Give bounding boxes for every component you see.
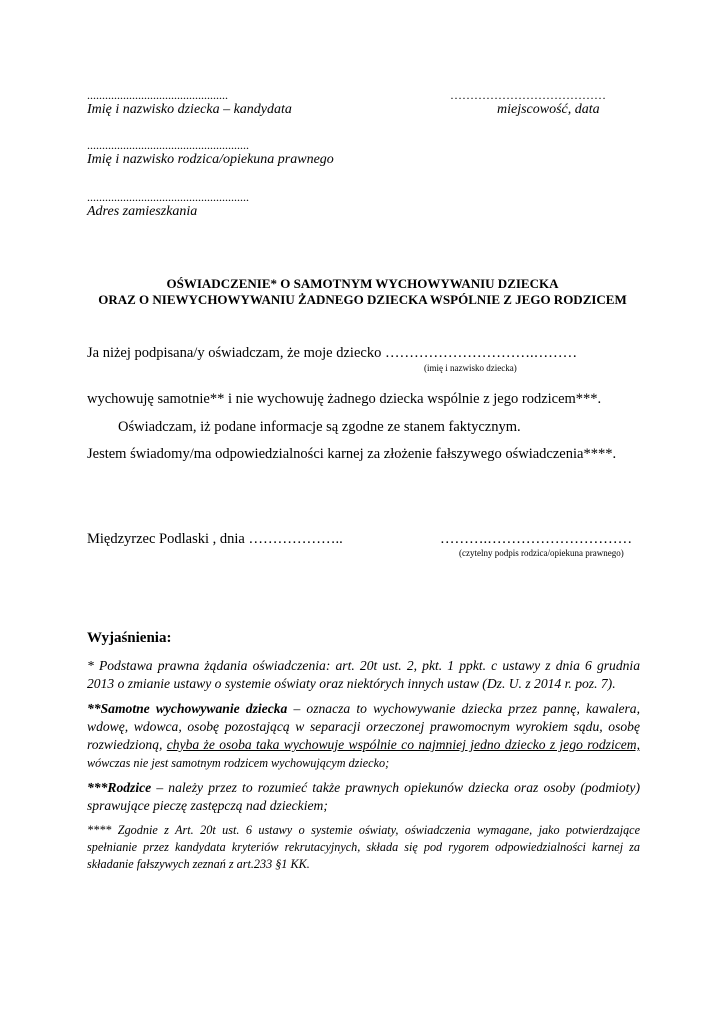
note-single-parenting	[87, 700, 640, 772]
address-dots: ......................................................	[87, 190, 249, 204]
note-single-parenting-exception: chyba że osoba taka wychowuje wspólnie co najmniej jedno dziecko z jego rodzicem,	[166, 737, 640, 752]
parent-name-label: Imię i nazwisko rodzica/opiekuna prawnego	[87, 152, 334, 167]
note-legal-basis: * Podstawa prawna żądania oświadczenia: art. 20t ust. 2, pkt. 1 ppkt. c ustawy z dnia 6 grudnia 2013 o zmianie ustawy o systemie oświaty oraz niektórych innych ustaw (Dz. U. z 2014 r. poz. 7).	[87, 658, 640, 691]
statement-line1: Ja niżej podpisana/y oświadczam, że moje dziecko ………………………….………	[87, 345, 578, 361]
notes-heading: Wyjaśnienia:	[87, 630, 172, 646]
child-name-hint: (imię i nazwisko dziecka)	[424, 363, 517, 373]
signature-hint: (czytelny podpis rodzica/opiekuna prawnego)	[459, 548, 624, 558]
note-parents-text: – należy przez to rozumieć także prawnych opiekunów dziecka oraz osoby (podmioty) sprawujące pieczę zastępczą nad dzieckiem;	[87, 780, 640, 813]
note-criminal-liability: **** Zgodnie z Art. 20t ust. 6 ustawy o systemie oświaty, oświadczenia wymagane, jako potwierdzające spełnianie przez kandydata kryteriów rekrutacyjnych, składa się pod rygorem odpowiedzialności karnej za składanie fałszywych zeznań z art.233 §1 KK.	[87, 823, 640, 871]
note-parents	[87, 779, 640, 815]
statement-line3: Oświadczam, iż podane informacje są zgodne ze stanem faktycznym.	[118, 419, 521, 435]
document-title-line1: OŚWIADCZENIE* O SAMOTNYM WYCHOWYWANIU DZIECKA	[166, 276, 559, 291]
place-date-label: miejscowość, data	[497, 102, 600, 117]
statement-line4: Jestem świadomy/ma odpowiedzialności karnej za złożenie fałszywego oświadczenia****.	[87, 446, 617, 462]
place-date-line: Międzyrzec Podlaski , dnia ………………..	[87, 531, 343, 547]
address-label: Adres zamieszkania	[87, 204, 198, 219]
note-single-parenting-term: **Samotne wychowywanie dziecka	[87, 701, 288, 716]
notes-section	[87, 657, 640, 873]
place-date-dots: …………………………………	[450, 88, 606, 102]
note-single-parenting-tail: wówczas nie jest samotnym rodzicem wychowującym dziecko;	[87, 756, 390, 770]
signature-dots: ……….…………………………	[440, 531, 633, 547]
parent-name-dots: ......................................................	[87, 138, 249, 152]
child-name-dots: ...............................................	[87, 88, 228, 102]
child-name-label: Imię i nazwisko dziecka – kandydata	[87, 102, 292, 117]
document-title-line2: ORAZ O NIEWYCHOWYWANIU ŻADNEGO DZIECKA WSPÓLNIE Z JEGO RODZICEM	[98, 292, 627, 307]
note-single-parenting-text: – oznacza to wychowywanie dziecka przez pannę, kawalera, wdowę, wdowca, osobę pozostającą w separacji orzeczonej prawomocnym wyrokiem sądu, osobę rozwiedzioną,	[87, 701, 640, 752]
note-parents-term: ***Rodzice	[87, 780, 152, 795]
statement-line2: wychowuję samotnie** i nie wychowuję żadnego dziecka wspólnie z jego rodzicem***.	[87, 391, 602, 407]
